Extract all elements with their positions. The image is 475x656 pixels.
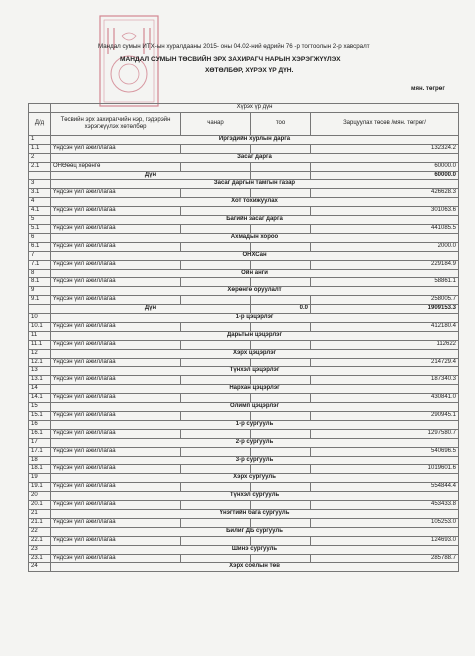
total-label: Дүн <box>51 171 251 180</box>
section-label: Шинэ сургууль <box>51 545 459 554</box>
table-row <box>29 403 459 412</box>
row-qty <box>251 376 311 385</box>
table-row <box>29 412 459 421</box>
row-qty <box>251 501 311 510</box>
section-label: Ойн анги <box>51 269 459 278</box>
table-row <box>29 340 459 349</box>
row-qty <box>251 207 311 216</box>
table-row <box>29 429 459 438</box>
row-quality <box>181 518 251 527</box>
total-qty: 0.0 <box>251 305 311 314</box>
row-label: Үндсэн үйл ажиллагаа <box>51 340 181 349</box>
row-qty <box>251 447 311 456</box>
row-qty <box>251 340 311 349</box>
row-quality <box>181 358 251 367</box>
row-quality <box>181 144 251 153</box>
row-number: 9.1 <box>29 296 51 305</box>
table-row <box>29 438 459 447</box>
section-label: Олимп цэцэрлэг <box>51 403 459 412</box>
section-label: 1-р цэцэрлэг <box>51 314 459 323</box>
row-number: 15 <box>29 403 51 412</box>
row-label: Үндсэн үйл ажиллагаа <box>51 518 181 527</box>
section-label: Билиг ДБ сургууль <box>51 527 459 536</box>
table-row <box>29 447 459 456</box>
row-label: Үндсэн үйл ажиллагаа <box>51 465 181 474</box>
row-number: 10.1 <box>29 322 51 331</box>
section-label: Ахмадын хороо <box>51 233 459 242</box>
row-budget: 540696.5 <box>311 447 459 456</box>
table-row <box>29 171 459 180</box>
row-qty <box>251 429 311 438</box>
row-number: 13 <box>29 367 51 376</box>
row-quality <box>181 412 251 421</box>
column-header-row <box>29 112 459 135</box>
col-program-header: Төсвийн эрх захирагчийн нэр, гэдэрэйн хэрэгжүүлэх хөтөлбөр <box>51 112 181 135</box>
row-label: Үндсэн үйл ажиллагаа <box>51 501 181 510</box>
section-label: Хэрх сургууль <box>51 474 459 483</box>
row-number: 21 <box>29 509 51 518</box>
table-row <box>29 296 459 305</box>
table-row <box>29 465 459 474</box>
row-qty <box>251 260 311 269</box>
budget-table <box>28 103 459 572</box>
section-label: Хот тохижуулах <box>51 198 459 207</box>
section-label: Багийн засаг дарга <box>51 216 459 225</box>
table-row <box>29 216 459 225</box>
row-number: 17 <box>29 438 51 447</box>
row-qty <box>251 144 311 153</box>
unit-label: мян. төгрөг <box>411 86 445 92</box>
row-number: 19 <box>29 474 51 483</box>
row-number: 7.1 <box>29 260 51 269</box>
table-row <box>29 376 459 385</box>
row-qty <box>251 322 311 331</box>
row-number: 16.1 <box>29 429 51 438</box>
table-row <box>29 527 459 536</box>
row-number: 21.1 <box>29 518 51 527</box>
table-row <box>29 242 459 251</box>
row-label: Үндсэн үйл ажиллагаа <box>51 278 181 287</box>
resolution-note: Мандал сумын ИТХ-ын хуралдааны 2015- оны 04.02-ний өдрийн 76 -р тогтоолын 2-р хавсралт <box>98 43 370 50</box>
row-label: Үндсэн үйл ажиллагаа <box>51 358 181 367</box>
section-label: Засаг дарга <box>51 153 459 162</box>
row-budget: 132324.2 <box>311 144 459 153</box>
row-budget: 214729.4 <box>311 358 459 367</box>
table-row <box>29 331 459 340</box>
row-quality <box>181 260 251 269</box>
row-number: 13.1 <box>29 376 51 385</box>
row-quality <box>181 242 251 251</box>
row-number: 2.1 <box>29 162 51 171</box>
row-qty <box>251 242 311 251</box>
row-budget: 554844.4 <box>311 483 459 492</box>
row-quality <box>181 296 251 305</box>
section-label: Хэрх соёлын төв <box>51 563 459 572</box>
row-quality <box>181 207 251 216</box>
row-quality <box>181 224 251 233</box>
table-row <box>29 180 459 189</box>
section-label: Нархан цэцэрлэг <box>51 385 459 394</box>
group-header: Хүрэх үр дүн <box>51 104 459 113</box>
section-label: Иргэдийн хурлын дарга <box>51 135 459 144</box>
row-quality <box>181 483 251 492</box>
section-label: Хөрөнгө оруулалт <box>51 287 459 296</box>
section-label: Хэрх цэцэрлэг <box>51 349 459 358</box>
table-row <box>29 492 459 501</box>
row-quality <box>181 340 251 349</box>
table-row <box>29 545 459 554</box>
row-number: 9 <box>29 287 51 296</box>
row-quality <box>181 376 251 385</box>
section-label: Дарьтын цэцэрлэг <box>51 331 459 340</box>
row-qty <box>251 296 311 305</box>
table-row <box>29 207 459 216</box>
row-quality <box>181 278 251 287</box>
row-label: Үндсэн үйл ажиллагаа <box>51 242 181 251</box>
row-number: 23 <box>29 545 51 554</box>
total-label: Дүн <box>51 305 251 314</box>
row-number: 1.1 <box>29 144 51 153</box>
row-quality <box>181 429 251 438</box>
col-quality-header: чанар <box>181 112 251 135</box>
table-row <box>29 135 459 144</box>
document-subtitle: ХӨТӨЛБӨР, ХҮРЭХ ҮР ДҮН. <box>205 67 294 74</box>
row-budget: 1019601.6 <box>311 465 459 474</box>
table-row <box>29 314 459 323</box>
row-number: 7 <box>29 251 51 260</box>
table-row <box>29 420 459 429</box>
row-number: 22.1 <box>29 536 51 545</box>
row-label: Үндсэн үйл ажиллагаа <box>51 207 181 216</box>
row-label: Үндсэн үйл ажиллагаа <box>51 394 181 403</box>
section-label: ОНХСан <box>51 251 459 260</box>
row-budget: 426628.3 <box>311 189 459 198</box>
row-qty <box>251 189 311 198</box>
row-label: Үндсэн үйл ажиллагаа <box>51 322 181 331</box>
row-label: Үндсэн үйл ажиллагаа <box>51 447 181 456</box>
table-row <box>29 501 459 510</box>
row-number: 3.1 <box>29 189 51 198</box>
total-qty <box>251 171 311 180</box>
total-budget: 60000.0 <box>311 171 459 180</box>
section-label: Түнхэл сургууль <box>51 492 459 501</box>
table-row <box>29 260 459 269</box>
row-number: 8.1 <box>29 278 51 287</box>
table-row <box>29 483 459 492</box>
row-qty <box>251 483 311 492</box>
col-qty-header: тоо <box>251 112 311 135</box>
row-quality <box>181 465 251 474</box>
row-quality <box>181 322 251 331</box>
row-number: 4 <box>29 198 51 207</box>
row-number: 16 <box>29 420 51 429</box>
row-quality <box>181 394 251 403</box>
row-number: 3 <box>29 180 51 189</box>
row-number: 12 <box>29 349 51 358</box>
table-row <box>29 394 459 403</box>
table-row <box>29 198 459 207</box>
row-budget: 412180.4 <box>311 322 459 331</box>
row-label: Үндсэн үйл ажиллагаа <box>51 376 181 385</box>
row-quality <box>181 554 251 563</box>
row-number: 23.1 <box>29 554 51 563</box>
table-row <box>29 509 459 518</box>
table-row <box>29 367 459 376</box>
row-label: Үндсэн үйл ажиллагаа <box>51 296 181 305</box>
table-row <box>29 563 459 572</box>
row-label: Үндсэн үйл ажиллагаа <box>51 189 181 198</box>
row-quality <box>181 501 251 510</box>
section-label: Үнэгтийн бага сургууль <box>51 509 459 518</box>
table-row <box>29 554 459 563</box>
row-budget: 1297580.7 <box>311 429 459 438</box>
row-qty <box>251 162 311 171</box>
table-row <box>29 251 459 260</box>
row-number: 22 <box>29 527 51 536</box>
row-quality <box>181 536 251 545</box>
row-budget: 187340.3 <box>311 376 459 385</box>
section-label: Засаг даргын тамгын газар <box>51 180 459 189</box>
row-budget: 112622 <box>311 340 459 349</box>
total-budget: 1909153.3 <box>311 305 459 314</box>
row-number: 15.1 <box>29 412 51 421</box>
row-number: 5 <box>29 216 51 225</box>
row-number: 11 <box>29 331 51 340</box>
row-budget: 290945.1 <box>311 412 459 421</box>
row-label: Үндсэн үйл ажиллагаа <box>51 224 181 233</box>
table-row <box>29 349 459 358</box>
row-label: ОНӨөөц хөрөнгө <box>51 162 181 171</box>
table-body <box>29 135 459 571</box>
table-row <box>29 385 459 394</box>
row-number: 11.1 <box>29 340 51 349</box>
table-row <box>29 144 459 153</box>
row-label: Үндсэн үйл ажиллагаа <box>51 429 181 438</box>
row-label: Үндсэн үйл ажиллагаа <box>51 536 181 545</box>
row-number: 10 <box>29 314 51 323</box>
row-quality <box>181 162 251 171</box>
row-number <box>29 171 51 180</box>
table-row <box>29 305 459 314</box>
row-quality <box>181 189 251 198</box>
row-budget: 453433.8 <box>311 501 459 510</box>
row-number: 1 <box>29 135 51 144</box>
row-label: Үндсэн үйл ажиллагаа <box>51 412 181 421</box>
section-label: 1-р сургууль <box>51 420 459 429</box>
row-number: 17.1 <box>29 447 51 456</box>
row-budget: 258005.7 <box>311 296 459 305</box>
section-label: 2-р сургууль <box>51 438 459 447</box>
col-no-header: Д/д <box>29 112 51 135</box>
row-budget: 105253.0 <box>311 518 459 527</box>
row-qty <box>251 536 311 545</box>
table-row <box>29 322 459 331</box>
row-number: 14 <box>29 385 51 394</box>
row-number: 6 <box>29 233 51 242</box>
row-number: 6.1 <box>29 242 51 251</box>
row-label: Үндсэн үйл ажиллагаа <box>51 260 181 269</box>
row-budget: 60000.0 <box>311 162 459 171</box>
row-qty <box>251 518 311 527</box>
row-number: 19.1 <box>29 483 51 492</box>
row-qty <box>251 278 311 287</box>
table-row <box>29 189 459 198</box>
row-qty <box>251 412 311 421</box>
row-number: 18 <box>29 456 51 465</box>
row-number: 8 <box>29 269 51 278</box>
table-row <box>29 269 459 278</box>
row-budget: 285788.7 <box>311 554 459 563</box>
table-row <box>29 456 459 465</box>
table-row <box>29 224 459 233</box>
row-label: Үндсэн үйл ажиллагаа <box>51 483 181 492</box>
section-label: 3-р сургууль <box>51 456 459 465</box>
row-number: 24 <box>29 563 51 572</box>
row-qty <box>251 465 311 474</box>
row-number: 12.1 <box>29 358 51 367</box>
row-label: Үндсэн үйл ажиллагаа <box>51 144 181 153</box>
table-row <box>29 162 459 171</box>
table-row <box>29 233 459 242</box>
section-label: Түнхэл цэцэрлэг <box>51 367 459 376</box>
row-qty <box>251 224 311 233</box>
row-number: 5.1 <box>29 224 51 233</box>
row-budget: 58861.1 <box>311 278 459 287</box>
table-row <box>29 518 459 527</box>
row-number: 2 <box>29 153 51 162</box>
document-title: МАНДАЛ СУМЫН ТӨСВИЙН ЭРХ ЗАХИРАГЧ НАРЫН ХЭРЭГЖҮҮЛЭХ <box>120 56 341 63</box>
group-header-row <box>29 104 459 113</box>
row-budget: 301063.6 <box>311 207 459 216</box>
table-row <box>29 153 459 162</box>
row-budget: 441085.5 <box>311 224 459 233</box>
table-row <box>29 278 459 287</box>
row-number: 14.1 <box>29 394 51 403</box>
col-budget-header: Зарцуулах төсөв /мян. төгрөг/ <box>311 112 459 135</box>
table-row <box>29 358 459 367</box>
row-number: 18.1 <box>29 465 51 474</box>
row-quality <box>181 447 251 456</box>
row-number: 4.1 <box>29 207 51 216</box>
row-label: Үндсэн үйл ажиллагаа <box>51 554 181 563</box>
row-qty <box>251 554 311 563</box>
table-row <box>29 536 459 545</box>
table-row <box>29 287 459 296</box>
row-budget: 2000.0 <box>311 242 459 251</box>
row-budget: 124693.0 <box>311 536 459 545</box>
table-row <box>29 474 459 483</box>
row-budget: 229184.9 <box>311 260 459 269</box>
row-budget: 430841.0 <box>311 394 459 403</box>
row-qty <box>251 358 311 367</box>
row-number <box>29 305 51 314</box>
row-number: 20.1 <box>29 501 51 510</box>
row-number: 20 <box>29 492 51 501</box>
row-qty <box>251 394 311 403</box>
